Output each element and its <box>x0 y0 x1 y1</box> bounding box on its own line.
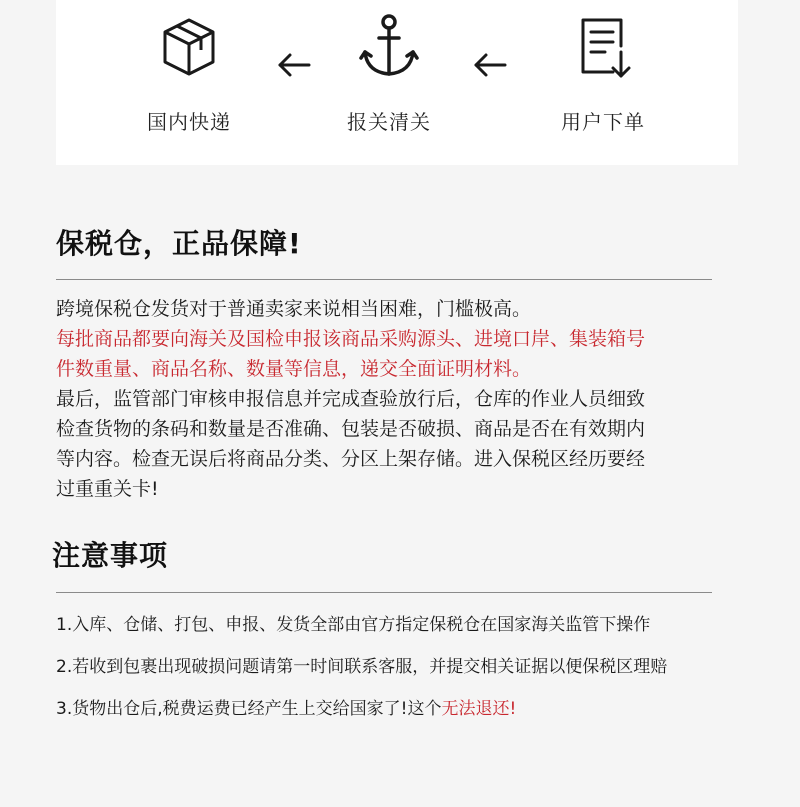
step-domestic-delivery <box>109 12 269 135</box>
step-user-order <box>523 12 683 135</box>
bonded-paragraph-3-line-2: 检查货物的条码和数量是否准确、包装是否破损、商品是否在有效期内 <box>56 418 646 440</box>
arrow-left-icon <box>276 52 312 78</box>
bonded-paragraph-3-line-1: 最后，监管部门审核申报信息并完成查验放行后，仓库的作业人员细致 <box>56 388 646 410</box>
divider <box>56 279 712 280</box>
bonded-paragraph-3-line-4: 过重重关卡! <box>56 478 159 500</box>
process-steps-card <box>56 0 738 165</box>
notes-section-title: 注意事项 <box>52 539 169 572</box>
step-label: 报关清关 <box>347 110 431 134</box>
anchor-icon <box>359 12 419 82</box>
step-label: 国内快递 <box>147 110 231 134</box>
step-label: 用户下单 <box>561 110 645 134</box>
note-item-3 <box>56 694 516 719</box>
document-download-icon <box>573 12 633 82</box>
box-icon <box>159 12 219 82</box>
note-item-3-text: 3.货物出仓后,税费运费已经产生上交给国家了!这个 <box>56 699 442 719</box>
bonded-paragraph-1: 跨境保税仓发货对于普通卖家来说相当困难，门槛极高。 <box>56 298 532 320</box>
bonded-description <box>56 294 736 504</box>
bonded-paragraph-3-line-3: 等内容。检查无误后将商品分类、分区上架存储。进入保税区经历要经 <box>56 448 646 470</box>
bonded-paragraph-2-line-1: 每批商品都要向海关及国检申报该商品采购源头、进境口岸、集装箱号 <box>56 328 646 350</box>
bonded-section-title: 保税仓，正品保障! <box>56 227 302 260</box>
divider <box>56 592 712 593</box>
note-item-2: 2.若收到包裹出现破损问题请第一时间联系客服，并提交相关证据以便保税区理赔 <box>56 657 668 677</box>
note-item-1: 1.入库、仓储、打包、申报、发货全部由官方指定保税仓在国家海关监管下操作 <box>56 615 651 635</box>
bonded-paragraph-2-line-2: 件数重量、商品名称、数量等信息，递交全面证明材料。 <box>56 358 532 380</box>
note-item-3-warning: 无法退还! <box>441 699 517 719</box>
step-customs-clearance <box>309 12 469 135</box>
arrow-left-icon <box>472 52 508 78</box>
